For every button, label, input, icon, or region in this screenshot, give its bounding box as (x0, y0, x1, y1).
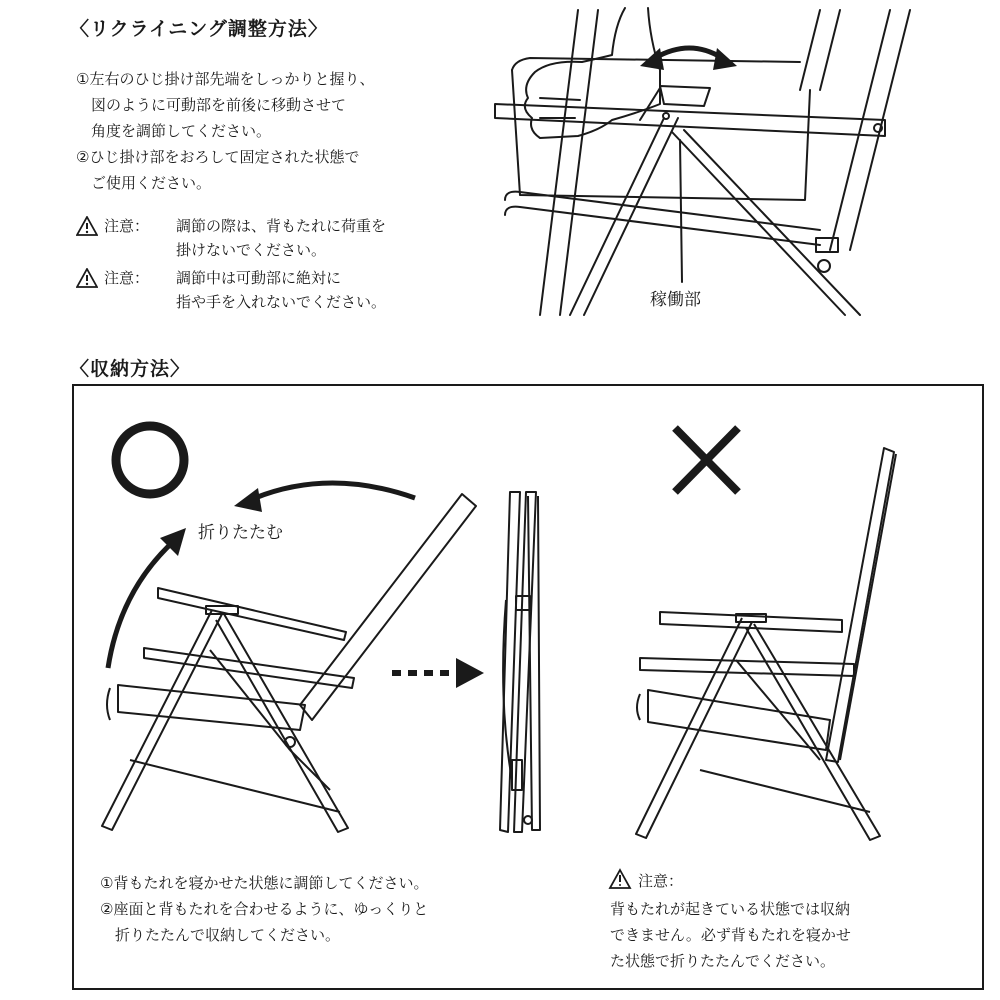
storage-caution-title: 注意： (638, 872, 684, 890)
recline-heading: 〈リクライニング調整方法〉 (70, 18, 328, 40)
storage-step-line: ②座面と背もたれを合わせるように、ゆっくりと (100, 900, 429, 918)
fold-label: 折りたたむ (198, 523, 283, 543)
recline-step-line: ①左右のひじ掛け部先端をしっかりと握り、 (76, 70, 375, 88)
storage-caution-line: た状態で折りたたんでください。 (610, 952, 836, 970)
caution-label: 注意： (104, 217, 150, 235)
storage-heading: 〈収納方法〉 (70, 358, 191, 380)
storage-caution-line: できません。必ず背もたれを寝かせ (610, 926, 851, 944)
caution-line: 調節中は可動部に絶対に (176, 269, 342, 287)
recline-step-line: 図のように可動部を前後に移動させて (76, 96, 347, 114)
recline-step-line: 角度を調節してください。 (76, 122, 272, 140)
caution-line: 指や手を入れないでください。 (176, 293, 387, 311)
storage-step-line: 折りたたんで収納してください。 (100, 926, 341, 944)
recline-step-line: ご使用ください。 (76, 174, 212, 192)
movable-part-callout: 稼働部 (650, 290, 701, 310)
ng-cross-icon (675, 428, 738, 492)
storage-step-line: ①背もたれを寝かせた状態に調節してください。 (100, 874, 429, 892)
storage-caution-line: 背もたれが起きている状態では収納 (610, 900, 851, 918)
caution-line: 掛けないでください。 (176, 241, 327, 259)
ok-circle-icon (116, 426, 184, 494)
caution-line: 調節の際は、背もたれに荷重を (176, 217, 387, 235)
caution-label: 注意： (104, 269, 150, 287)
recline-step-line: ②ひじ掛け部をおろして固定された状態で (76, 148, 360, 166)
